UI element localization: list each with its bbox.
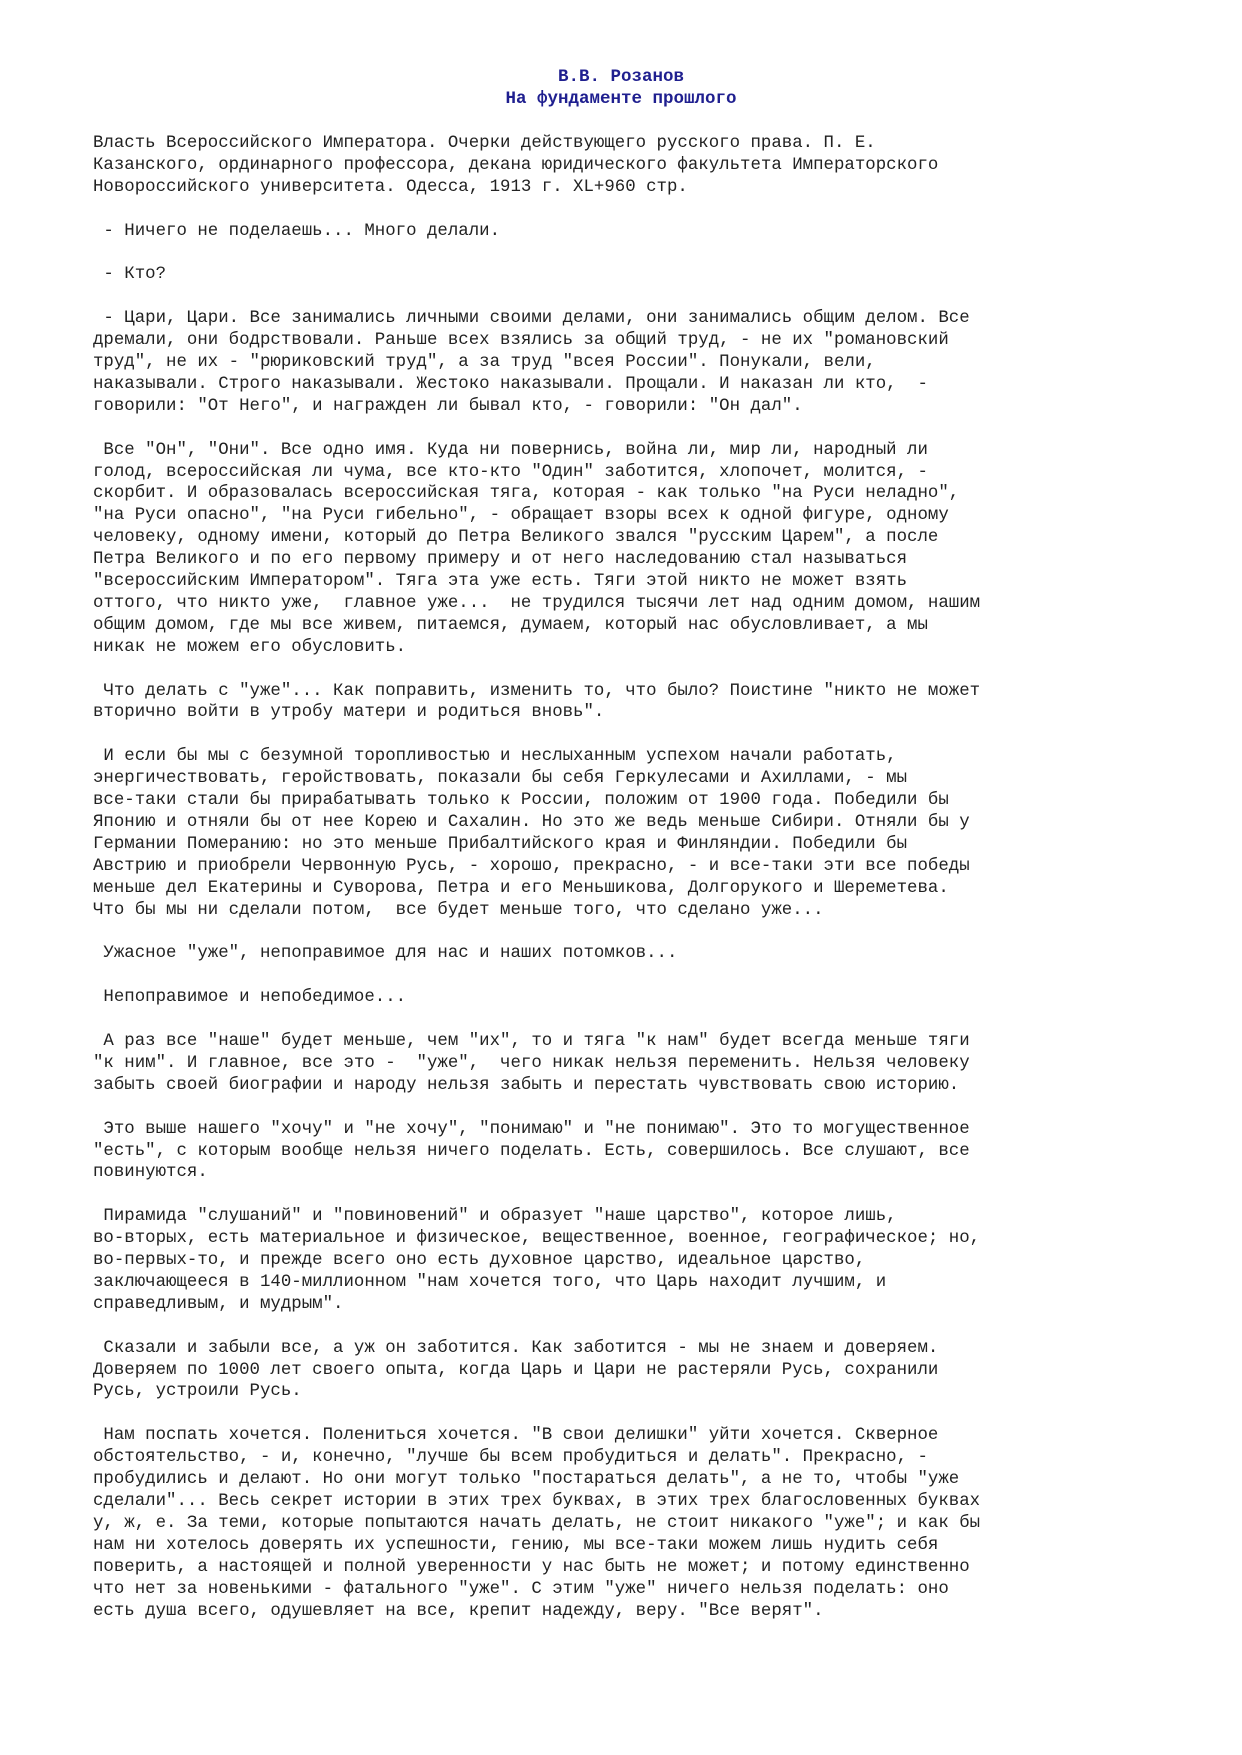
text-line: Что делать с "уже"... Как поправить, изменить то, что было? Поистине "никто не может xyxy=(93,681,981,701)
text-line: во-вторых, есть материальное и физическое, вещественное, военное, географическое; но, xyxy=(93,1229,981,1249)
text-line: общим домом, где мы все живем, питаемся, думаем, который нас обусловливает, а мы xyxy=(93,615,928,635)
text-line: у, ж, е. За теми, которые попытаются начать делать, не стоит никакого "уже"; и как бы xyxy=(93,1513,981,1533)
text-line: - Ничего не поделаешь... Много делали. xyxy=(93,221,501,241)
text-line: голод, всероссийская ли чума, все кто-кто "Один" заботится, хлопочет, молится, - xyxy=(93,462,928,482)
text-line: сделали"... Весь секрет истории в этих трех буквах, в этих трех благословенных буквах xyxy=(93,1491,981,1511)
text-line: заключающееся в 140-миллионном "нам хочется того, что Царь находит лучшим, и xyxy=(93,1272,887,1292)
text-line: оттого, что никто уже, главное уже... не трудился тысячи лет над одним домом, нашим xyxy=(93,593,981,613)
text-line: "всероссийским Императором". Тяга эта уже есть. Тяги этой никто не может взять xyxy=(93,572,908,592)
paragraph xyxy=(93,133,1173,199)
text-line: Петра Великого и по его первому примеру и от него наследованию стал называться xyxy=(93,550,908,570)
text-line: поверить, а настоящей и полной уверенности у нас быть не может; и потому единственно xyxy=(93,1557,970,1577)
text-line: Нам поспать хочется. Полениться хочется. "В свои делишки" уйти хочется. Скверное xyxy=(93,1426,939,1446)
text-line: Новороссийского университета. Одесса, 1913 г. XL+960 стр. xyxy=(93,177,688,197)
text-line: что нет за новенькими - фатального "уже". С этим "уже" ничего нельзя поделать: оно xyxy=(93,1579,949,1599)
text-line: Власть Всероссийского Императора. Очерки действующего русского права. П. Е. xyxy=(93,134,876,153)
text-line: - Кто? xyxy=(93,265,167,285)
text-line: "к ним". И главное, все это - "уже", чего никак нельзя переменить. Нельзя человеку xyxy=(93,1053,970,1073)
text-line: Непоправимое и непобедимое... xyxy=(93,988,407,1008)
text-line: пробудились и делают. Но они могут только "постараться делать", а не то, чтобы "уже xyxy=(93,1470,960,1490)
text-line: Это выше нашего "хочу" и "не хочу", "понимаю" и "не понимаю". Это то могущественное xyxy=(93,1119,970,1139)
text-line: "на Руси опасно", "на Руси гибельно", - обращает взоры всех к одной фигуре, одному xyxy=(93,506,949,526)
text-line: повинуются. xyxy=(93,1163,208,1183)
text-line: говорили: "От Него", и награжден ли бывал кто, - говорили: "Он дал". xyxy=(93,396,803,416)
paragraph xyxy=(93,264,1173,286)
paragraph xyxy=(93,943,1173,965)
text-line: вторично войти в утробу матери и родиться вновь". xyxy=(93,703,605,723)
paragraph xyxy=(93,221,1173,243)
author-name: В.В. Розанов xyxy=(557,67,685,87)
text-line: Все "Он", "Они". Все одно имя. Куда ни повернись, война ли, мир ли, народный ли xyxy=(93,440,928,460)
paragraph xyxy=(93,1206,1173,1316)
text-line: - Цари, Цари. Все занимались личными своими делами, они занимались общим делом. Все xyxy=(93,309,970,329)
text-line: А раз все "наше" будет меньше, чем "их", то и тяга "к нам" будет всегда меньше тяги xyxy=(93,1032,970,1052)
paragraph xyxy=(93,308,1173,418)
text-line: Сказали и забыли все, а уж он заботится. Как заботится - мы не знаем и доверяем. xyxy=(93,1338,939,1358)
paragraph xyxy=(93,1425,1173,1622)
text-line: во-первых-то, и прежде всего оно есть духовное царство, идеальное царство, xyxy=(93,1251,866,1271)
text-line: дремали, они бодрствовали. Раньше всех взялись за общий труд, - не их "романовский xyxy=(93,331,949,351)
text-line: нам ни хотелось доверять их успешности, гению, мы все-таки можем лишь нудить себя xyxy=(93,1535,939,1555)
article-body xyxy=(93,133,1173,1644)
text-line: Русь, устроили Русь. xyxy=(93,1382,302,1402)
text-line: труд", не их - "рюриковский труд", а за труд "всея России". Понукали, вели, xyxy=(93,353,876,373)
text-line: Австрию и приобрели Червонную Русь, - хорошо, прекрасно, - и все-таки эти все победы xyxy=(93,856,970,876)
document-header xyxy=(0,66,1242,110)
text-line: справедливым, и мудрым". xyxy=(93,1294,344,1314)
text-line: Доверяем по 1000 лет своего опыта, когда Царь и Цари не растеряли Русь, сохранили xyxy=(93,1360,939,1380)
text-line: обстоятельство, - и, конечно, "лучше бы всем пробудиться и делать". Прекрасно, - xyxy=(93,1448,928,1468)
text-line: Ужасное "уже", непоправимое для нас и наших потомков... xyxy=(93,944,678,964)
text-line: забыть своей биографии и народу нельзя забыть и перестать чувствовать свою историю. xyxy=(93,1075,960,1095)
text-line: Что бы мы ни сделали потом, все будет меньше того, что сделано уже... xyxy=(93,900,824,920)
text-line: меньше дел Екатерины и Суворова, Петра и его Меньшикова, Долгорукого и Шереметева. xyxy=(93,878,949,898)
paragraph xyxy=(93,440,1173,659)
text-line: человеку, одному имени, который до Петра Великого звался "русским Царем", а после xyxy=(93,528,939,548)
text-line: есть душа всего, одушевляет на все, крепит надежду, веру. "Все верят". xyxy=(93,1601,824,1621)
paragraph xyxy=(93,1119,1173,1185)
text-line: Японию и отняли бы от нее Корею и Сахалин. Но это же ведь меньше Сибири. Отняли бы у xyxy=(93,813,970,832)
text-line: энергичествовать, геройствовать, показали бы себя Геркулесами и Ахиллами, - мы xyxy=(93,769,908,789)
paragraph xyxy=(93,746,1173,921)
paragraph xyxy=(93,681,1173,725)
text-line: Германии Померанию: но это меньше Прибалтийского края и Финляндии. Победили бы xyxy=(93,834,908,854)
paragraph xyxy=(93,987,1173,1009)
text-line: "есть", с которым вообще нельзя ничего поделать. Есть, совершилось. Все слушают, все xyxy=(93,1141,970,1161)
text-line: Пирамида "слушаний" и "повиновений" и образует "наше царство", которое лишь, xyxy=(93,1207,897,1227)
text-line: И если бы мы с безумной торопливостью и неслыханным успехом начали работать, xyxy=(93,747,897,767)
text-line: наказывали. Строго наказывали. Жестоко наказывали. Прощали. И наказан ли кто, - xyxy=(93,374,928,394)
text-line: скорбит. И образовалась всероссийская тяга, которая - как только "на Руси неладно", xyxy=(93,484,960,504)
text-line: все-таки стали бы прирабатывать только к России, положим от 1900 года. Победили бы xyxy=(93,791,949,811)
text-line: Казанского, ординарного профессора, декана юридического факультета Императорского xyxy=(93,155,939,175)
paragraph xyxy=(93,1031,1173,1097)
document-title: На фундаменте прошлого xyxy=(505,89,737,109)
text-line: никак не можем его обусловить. xyxy=(93,637,407,657)
paragraph xyxy=(93,1338,1173,1404)
